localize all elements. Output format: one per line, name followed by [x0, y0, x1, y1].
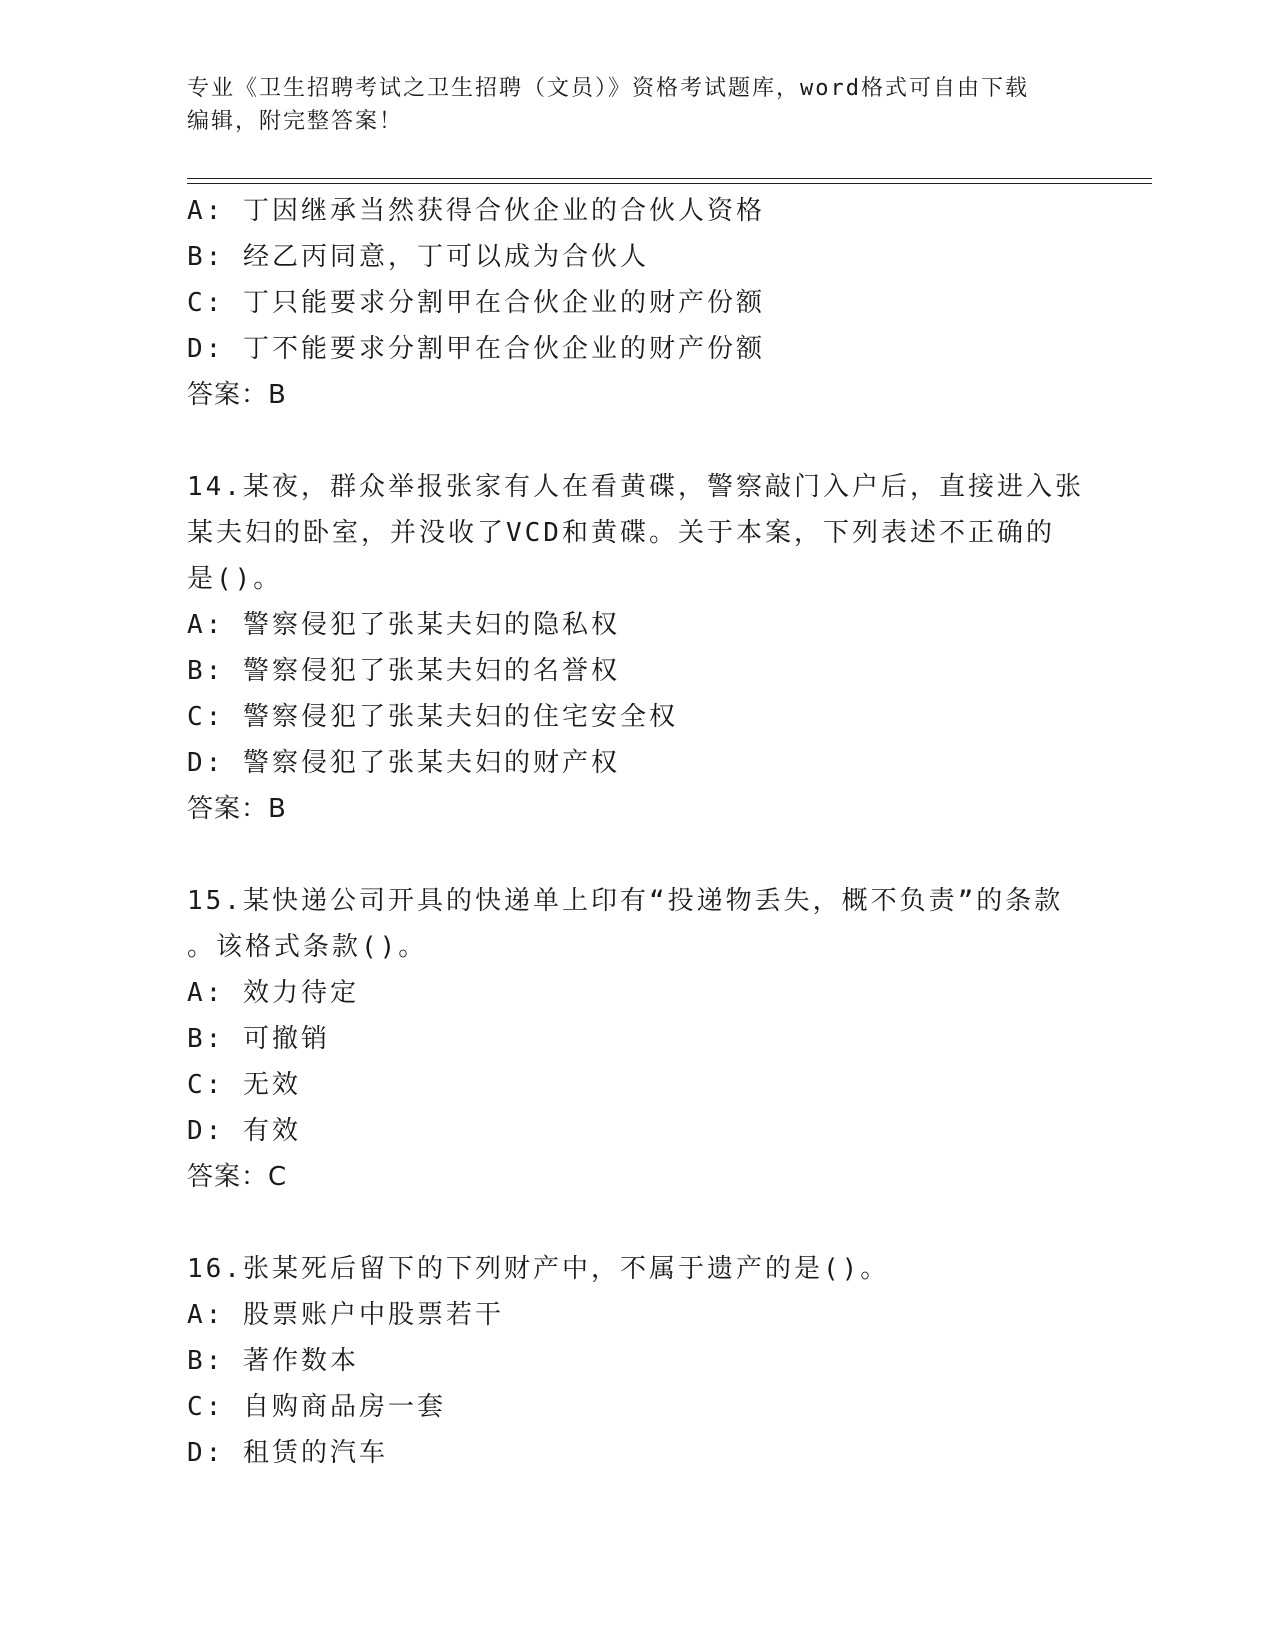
stem-line: 14.某夜，群众举报张家有人在看黄碟，警察敲门入户后，直接进入张	[187, 472, 1084, 502]
stem-line: 15.某快递公司开具的快递单上印有“投递物丢失，概不负责”的条款	[187, 886, 1064, 916]
option-c: C: 警察侵犯了张某夫妇的住宅安全权	[187, 702, 678, 732]
option-b: B: 可撤销	[187, 1024, 330, 1054]
option-a: A: 效力待定	[187, 978, 359, 1008]
option-a: A: 丁因继承当然获得合伙企业的合伙人资格	[187, 196, 765, 226]
spacer	[187, 418, 1087, 464]
option-b: B: 警察侵犯了张某夫妇的名誉权	[187, 656, 620, 686]
answer-line: 答案：B	[187, 380, 287, 410]
header-divider-bottom	[187, 183, 1152, 184]
answer-line: 答案：C	[187, 1162, 288, 1192]
option-b: B: 著作数本	[187, 1346, 359, 1376]
stem-line: 是()。	[187, 564, 283, 594]
option-a: A: 股票账户中股票若干	[187, 1300, 504, 1330]
header-line-2: 编辑，附完整答案！	[187, 109, 404, 134]
question-stem	[187, 1246, 1087, 1292]
option-d: D: 丁不能要求分割甲在合伙企业的财产份额	[187, 334, 765, 364]
question-16	[187, 1246, 1087, 1476]
stem-line: 。该格式条款()。	[187, 932, 428, 962]
header-line-1: 专业《卫生招聘考试之卫生招聘（文员）》资格考试题库，word格式可自由下载	[187, 76, 1029, 101]
header-divider-top	[187, 178, 1152, 179]
question-13	[187, 188, 1087, 418]
question-stem	[187, 878, 1087, 970]
question-list	[187, 188, 1087, 1476]
option-c: C: 自购商品房一套	[187, 1392, 446, 1422]
option-d: D: 有效	[187, 1116, 301, 1146]
option-b: B: 经乙丙同意，丁可以成为合伙人	[187, 242, 649, 272]
option-c: C: 丁只能要求分割甲在合伙企业的财产份额	[187, 288, 765, 318]
document-header	[187, 72, 1087, 138]
option-d: D: 警察侵犯了张某夫妇的财产权	[187, 748, 620, 778]
stem-line: 某夫妇的卧室，并没收了VCD和黄碟。关于本案，下列表述不正确的	[187, 518, 1055, 548]
question-15	[187, 878, 1087, 1200]
spacer	[187, 832, 1087, 878]
question-14	[187, 464, 1087, 832]
option-c: C: 无效	[187, 1070, 301, 1100]
stem-line: 16.张某死后留下的下列财产中，不属于遗产的是()。	[187, 1254, 890, 1284]
option-d: D: 租赁的汽车	[187, 1438, 388, 1468]
question-stem	[187, 464, 1087, 602]
spacer	[187, 1200, 1087, 1246]
option-a: A: 警察侵犯了张某夫妇的隐私权	[187, 610, 620, 640]
answer-line: 答案：B	[187, 794, 287, 824]
